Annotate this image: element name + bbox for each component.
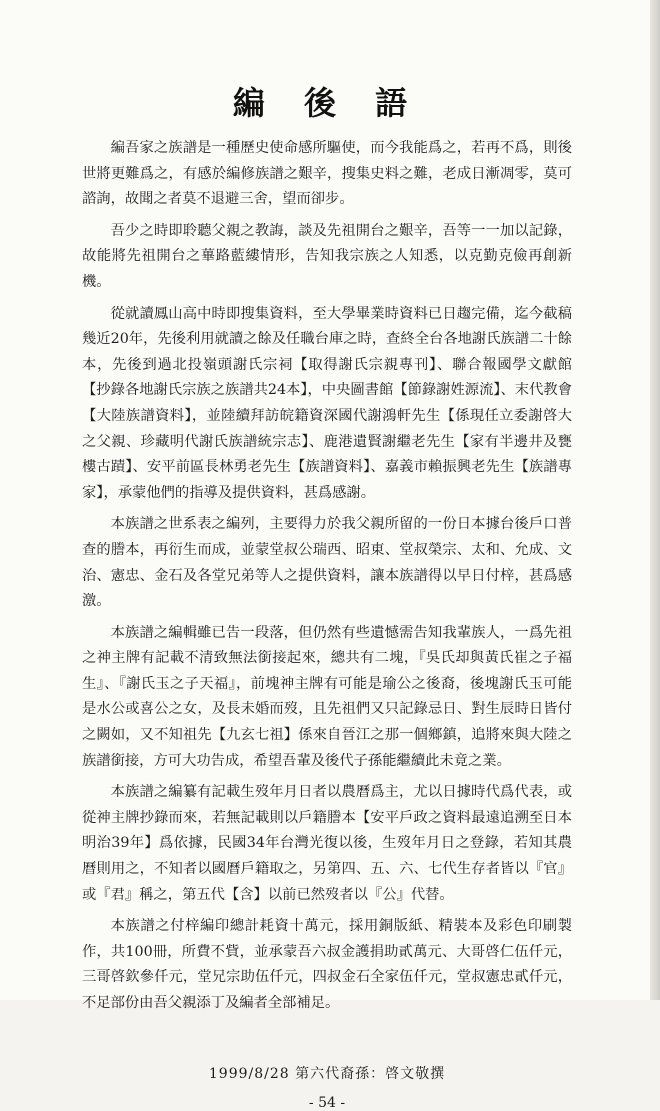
paragraph-6: 本族譜之編纂有記載生歿年月日者以農曆爲主，尤以日據時代爲代表，或從神主牌抄錄而來，若無記載則以戶籍謄本【安平戶政之資料最遠追溯至日本明治39年】爲依據，民國34年台灣光復以後，生歿年月日之登錄，若知其農曆則用之，不知者以國曆戶籍取之，另第四、五、六、七代生存者皆以『官』或『君』稱之，第五代【含】以前已然歿者以『公』代替。 <box>82 784 572 903</box>
signature-line: 1999/8/28 第六代裔孫：啓文敬撰 <box>208 1065 446 1082</box>
paragraph-3: 從就讀鳳山高中時即搜集資料，至大學畢業時資料已日趨完備，迄今截稿幾近20年，先後利用就讀之餘及任職台庫之時，查終全台各地謝氏族譜二十餘本，先後到過北投嶺頭謝氏宗祠【取得謝氏宗親專刊】、聯合報國學文獻館【抄錄各地謝氏宗族之族譜共24本】，中央圖書館【節錄謝姓源流】、末代教會【大陸族譜資料】，並陸續拜訪皖籍資深國代謝鴻軒先生【係現任立委謝啓大之父親、珍藏明代謝氏族譜統宗志】、鹿港遺賢謝繼老先生【家有半邊井及甕樓古蹟】、安平前區長林勇老先生【族譜資料】、嘉義市賴振興老先生【族譜專家】，承蒙他們的指導及提供資料，甚爲感謝。 <box>82 305 572 501</box>
paragraph-1: 編吾家之族譜是一種歷史使命感所驅使，而今我能爲之，若再不爲，則後世將更難爲之，有感於編修族譜之艱辛，搜集史料之難，老成日漸凋零，莫可諮詢，故聞之者莫不退避三舍，望而卻步。 <box>82 140 572 208</box>
paragraph-2: 吾少之時即聆聽父親之教誨，談及先祖開台之艱辛，吾等一一加以記錄，故能將先祖開台之蓽路藍縷情形，告知我宗族之人知悉，以克勤克儉再創新機。 <box>82 222 572 290</box>
page-edge <box>650 0 660 1000</box>
body-text <box>82 136 572 1017</box>
paragraph-7: 本族譜之付梓編印總計耗資十萬元，採用銅版紙、精裝本及彩色印刷製作，共100冊，所費不貲，並承蒙吾六叔金護捐助貳萬元、大哥啓仁伍仟元，三哥啓欽參仟元，堂兄宗助伍仟元，四叔金石全家伍仟元，堂叔憲忠貳仟元，不足部份由吾父親添丁及編者全部補足。 <box>82 918 572 1011</box>
page-title: 編 後 語 <box>232 84 422 122</box>
page-number: - 54 - <box>308 1094 346 1111</box>
paragraph-5: 本族譜之編輯雖已告一段落，但仍然有些遺憾需告知我輩族人，一爲先祖之神主牌有記載不清致無法銜接起來，總共有二塊，『吳氏却與黃氏崔之子福生』、『謝氏玉之子天福』，前塊神主牌有可能是瑜公之後裔，後塊謝氏玉可能是水公或喜公之女，及長未婚而歿，且先祖們又只記錄忌日、對生辰時日皆付之闕如，又不知祖先【九玄七祖】係來自晉江之那一個鄉鎮，追將來與大陸之族譜銜接，方可大功告成，希望吾輩及後代子孫能繼續此未竟之業。 <box>82 624 572 769</box>
paragraph-4: 本族譜之世系表之編列，主要得力於我父親所留的一份日本據台後戶口普查的謄本，再衍生而成，並蒙堂叔公瑞西、昭東、堂叔榮宗、太和、允成、文治、憲忠、金石及各堂兄弟等人之提供資料，讓本族譜得以早日付梓，甚爲感激。 <box>82 516 572 610</box>
